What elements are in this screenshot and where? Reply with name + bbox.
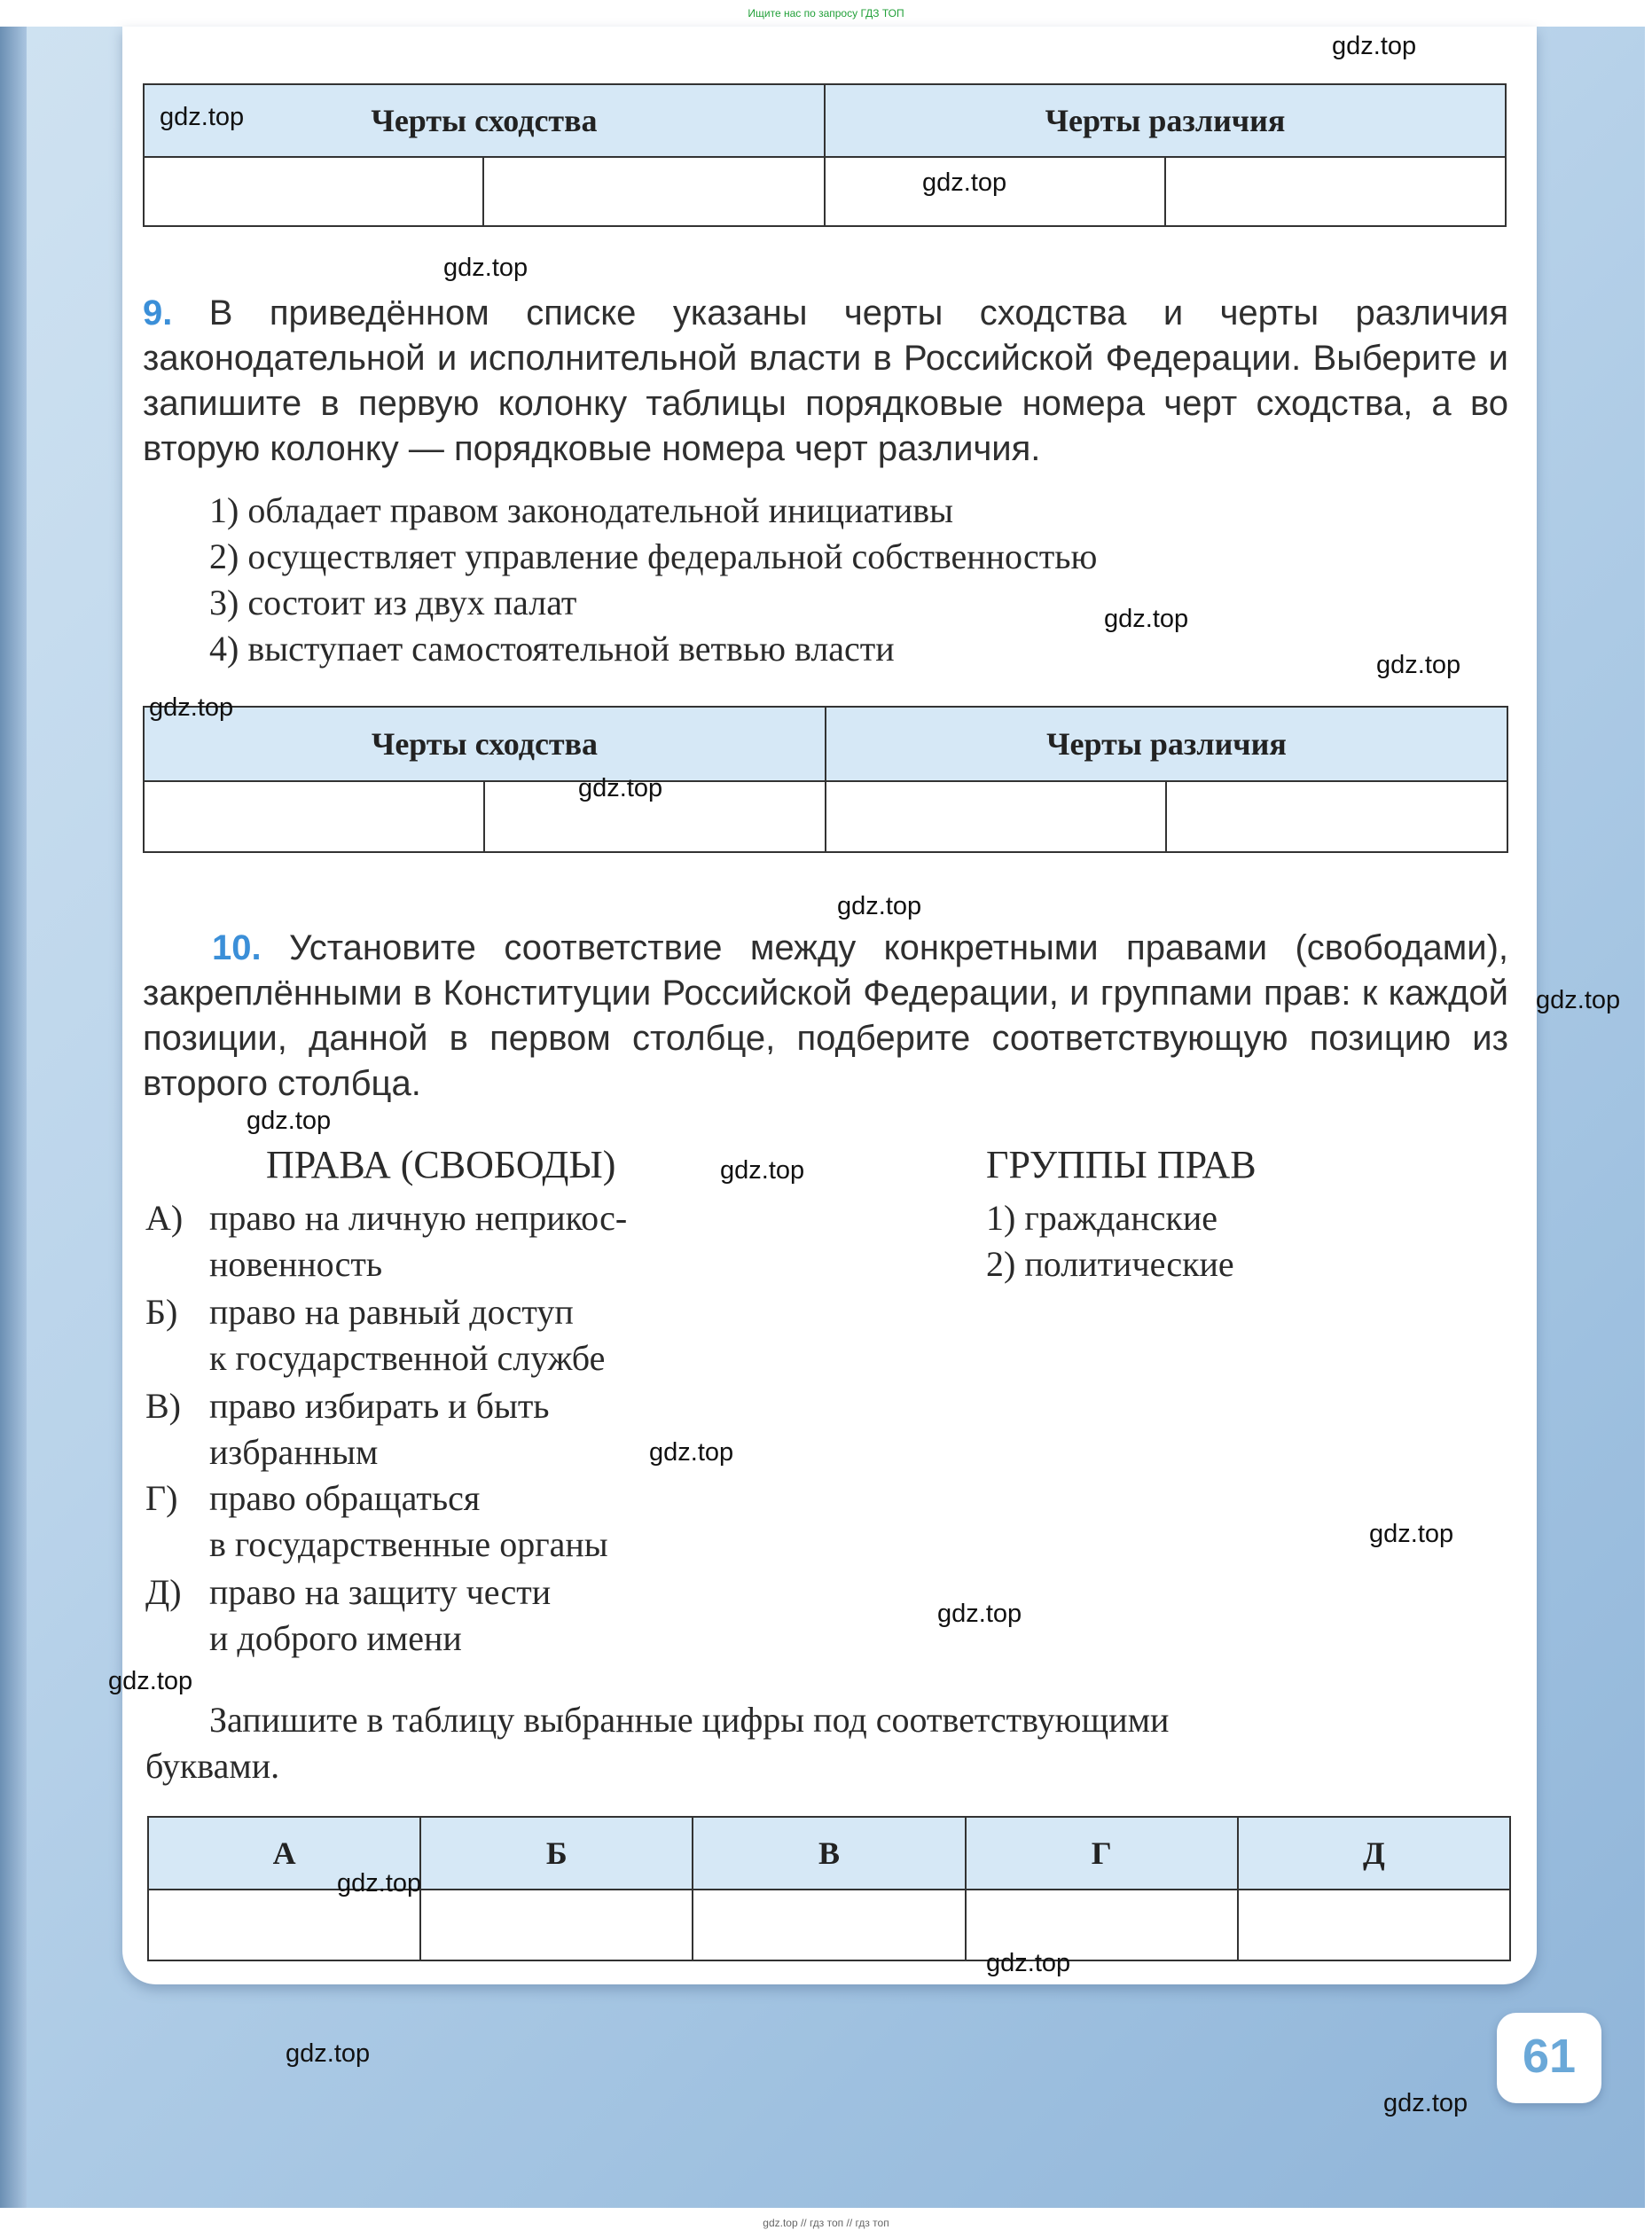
watermark: gdz.top <box>1104 605 1189 633</box>
watermark: gdz.top <box>108 1667 193 1695</box>
watermark: gdz.top <box>286 2039 371 2068</box>
watermark: gdz.top <box>1536 986 1621 1014</box>
right-letter: Г) <box>145 1478 178 1518</box>
page-number-box <box>1497 2013 1601 2103</box>
watermark: gdz.top <box>149 693 234 722</box>
right-letter: А) <box>145 1198 184 1238</box>
watermark: gdz.top <box>1383 2089 1468 2117</box>
task9-answer-cell[interactable] <box>1166 781 1507 852</box>
watermark: gdz.top <box>337 1869 422 1898</box>
rights-column-header: ПРАВА (СВОБОДЫ) <box>266 1143 616 1186</box>
task9-answer-table <box>143 706 1508 853</box>
task9-answer-cell[interactable] <box>144 781 484 852</box>
right-text-line: право на личную неприкос- <box>209 1198 628 1238</box>
answer-header-a: А <box>148 1817 420 1890</box>
watermark: gdz.top <box>578 774 663 802</box>
page-number: 61 <box>1522 2030 1577 2083</box>
right-text-line: к государственной службе <box>209 1338 606 1378</box>
answer-header-d: Д <box>1238 1817 1510 1890</box>
right-text-line: и доброго имени <box>209 1618 462 1658</box>
task9-answer-cell[interactable] <box>826 781 1167 852</box>
watermark: gdz.top <box>1376 651 1461 679</box>
watermark: gdz.top <box>837 892 922 920</box>
groups-column-header: ГРУППЫ ПРАВ <box>986 1143 1257 1186</box>
task9-statement <box>143 291 1508 472</box>
answer-header-v: В <box>693 1817 965 1890</box>
watermark: gdz.top <box>1332 32 1417 60</box>
watermark: gdz.top <box>986 1949 1071 1977</box>
task9-item: 2) осуществляет управление федеральной собственностью <box>209 536 1098 576</box>
right-letter: Д) <box>145 1572 182 1612</box>
right-text-line: избранным <box>209 1432 379 1472</box>
task9-item: 1) обладает правом законодательной инициативы <box>209 490 953 530</box>
top-table-cell[interactable] <box>483 157 824 226</box>
answer-cell[interactable] <box>148 1890 420 1960</box>
task10-number: 10. <box>212 928 262 967</box>
answer-header-g: Г <box>966 1817 1238 1890</box>
right-letter: В) <box>145 1386 181 1426</box>
right-text-line: право обращаться <box>209 1478 481 1518</box>
task9-header-different: Черты различия <box>826 707 1507 781</box>
page-spine <box>0 27 27 2208</box>
watermark: gdz.top <box>160 103 245 131</box>
task10-instruction: Запишите в таблицу выбранные цифры под соответствующими <box>209 1700 1170 1740</box>
top-table-cell[interactable] <box>1165 157 1506 226</box>
task9-text: В приведённом списке указаны черты сходства и черты различия законодательной и исполнительной власти в Российской Федерации. Выберите и запишите в первую колонку таблицы порядковые номера черт сходства, а во вторую колонку — порядковые номера черт различия. <box>143 293 1508 468</box>
answer-cell[interactable] <box>1238 1890 1510 1960</box>
task10-statement <box>143 926 1508 1107</box>
right-text-line: право избирать и быть <box>209 1386 550 1426</box>
watermark: gdz.top <box>247 1107 332 1135</box>
task9-number: 9. <box>143 293 173 333</box>
task9-item: 4) выступает самостоятельной ветвью власти <box>209 629 895 669</box>
watermark: gdz.top <box>922 168 1007 197</box>
right-text-line: в государственные органы <box>209 1524 608 1564</box>
top-table <box>143 83 1507 227</box>
right-text-line: право на защиту чести <box>209 1572 552 1612</box>
task10-text: Установите соответствие между конкретными правами (свободами), закреплёнными в Конституции Российской Федерации, и группами прав: к каждой позиции, данной в первом столбце, подберите соответствующую позицию из второго столбца. <box>143 928 1508 1103</box>
top-table-header-different: Черты различия <box>825 84 1506 157</box>
right-text-line: новенность <box>209 1244 383 1284</box>
answer-header-b: Б <box>420 1817 693 1890</box>
group-item: 1) гражданские <box>986 1198 1217 1238</box>
watermark: gdz.top <box>937 1600 1022 1628</box>
answer-cell[interactable] <box>420 1890 693 1960</box>
top-table-header-similar: Черты сходства <box>144 84 825 157</box>
watermark: gdz.top <box>649 1438 734 1467</box>
task10-instruction: буквами. <box>145 1746 280 1786</box>
right-text-line: право на равный доступ <box>209 1292 574 1332</box>
right-letter: Б) <box>145 1292 178 1332</box>
top-table-cell[interactable] <box>144 157 483 226</box>
watermark: gdz.top <box>720 1156 805 1185</box>
task9-item: 3) состоит из двух палат <box>209 583 577 622</box>
footer: gdz.top // гдз топ // гдз топ <box>763 2217 889 2229</box>
answer-cell[interactable] <box>693 1890 965 1960</box>
watermark: gdz.top <box>443 254 528 282</box>
task9-header-similar: Черты сходства <box>144 707 826 781</box>
top-banner: Ищите нас по запросу ГДЗ ТОП <box>748 7 904 20</box>
watermark: gdz.top <box>1369 1520 1454 1548</box>
group-item: 2) политические <box>986 1244 1234 1284</box>
